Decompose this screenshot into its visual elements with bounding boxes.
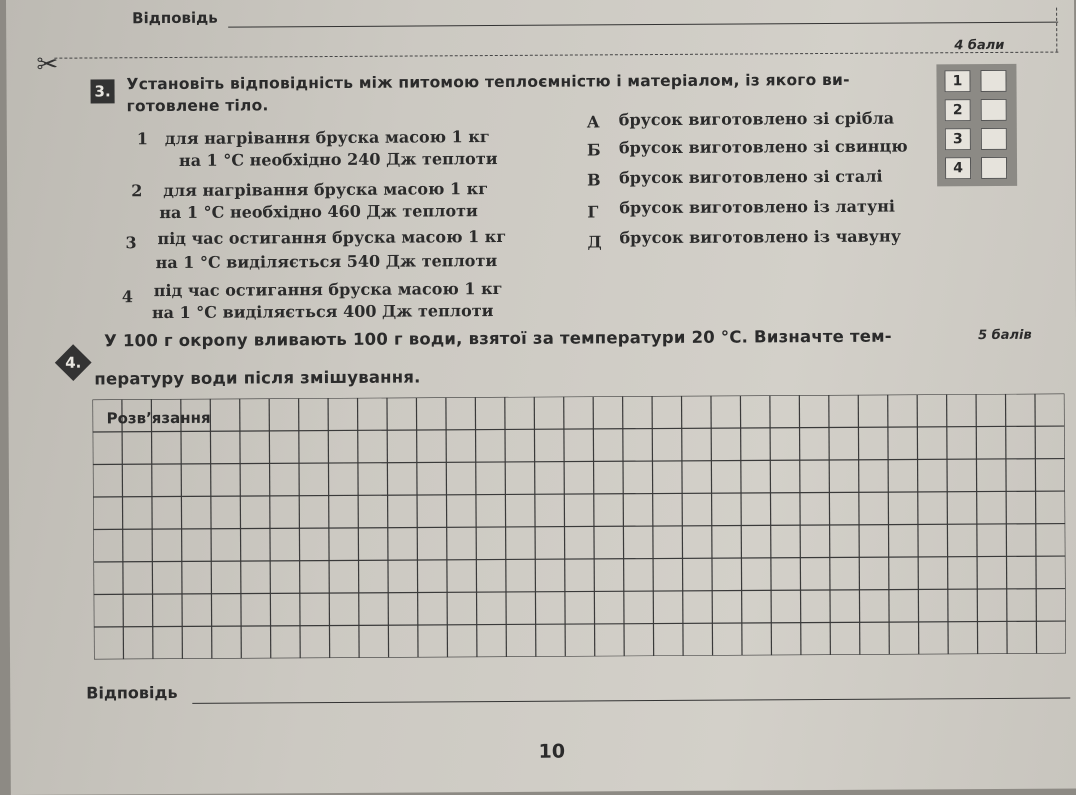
solution-grid[interactable] <box>92 394 1066 660</box>
task-3-answer-grid <box>936 64 1017 186</box>
task-3-option-c-text: брусок виготовлено зі сталі <box>619 166 883 188</box>
worksheet-page <box>6 0 1076 795</box>
task-3-item-2-line2: на 1 °С необхідно 460 Дж теплоти <box>159 201 478 223</box>
task-3-item-4-line1: під час остигання бруска масою 1 кг <box>153 278 503 301</box>
task-3-option-e-text: брусок виготовлено із чавуну <box>619 226 901 248</box>
task-3-item-2-num: 2 <box>131 181 143 201</box>
scissors-icon: ✂ <box>36 49 59 80</box>
task-3-option-a-letter: А <box>586 112 600 132</box>
solution-label: Розв’язання <box>106 408 211 428</box>
task-3-option-b-letter: Б <box>586 140 601 160</box>
task-3-item-1-line2: на 1 °С необхідно 240 Дж теплоти <box>178 149 498 170</box>
task-3-item-3-line1: під час остигання бруска масою 1 кг <box>157 226 507 249</box>
task-3-option-e-letter: Д <box>587 232 602 252</box>
answer-box-4[interactable] <box>981 157 1007 179</box>
answer-grid-label-3: 3 <box>945 128 971 150</box>
page-number: 10 <box>538 740 566 763</box>
answer-box-3[interactable] <box>981 128 1007 150</box>
task-3-item-1-line1: для нагрівання бруска масою 1 кг <box>164 127 490 149</box>
task-3-item-4-num: 4 <box>121 287 134 307</box>
task-3-number: 3. <box>90 79 114 103</box>
top-answer-line[interactable] <box>228 22 1058 28</box>
task-4-number-text: 4. <box>65 353 82 372</box>
task-4-points: 5 балів <box>978 327 1032 344</box>
task-3-option-d-text: брусок виготовлено із латуні <box>619 196 896 218</box>
answer-box-1[interactable] <box>980 70 1006 92</box>
cut-line <box>54 52 1058 59</box>
task-3-item-4-line2: на 1 °С виділяється 400 Дж теплоти <box>151 301 494 323</box>
task-3-option-c-letter: В <box>587 170 601 190</box>
task-3-option-a-text: брусок виготовлено зі срібла <box>618 108 895 130</box>
task-3-option-d-letter: Г <box>587 202 599 222</box>
bottom-answer-line[interactable] <box>192 698 1070 704</box>
cut-line-vertical <box>1056 8 1057 52</box>
answer-box-2[interactable] <box>981 99 1007 121</box>
task-3-question-line2: готовлене тіло. <box>126 96 269 116</box>
top-answer-label: Відповідь <box>132 8 218 28</box>
task-4-question-line2: пературу води після змішування. <box>94 367 421 389</box>
task-4-question-line1: У 100 г окропу вливають 100 г води, взятої за температури 20 °С. Визначте тем- <box>104 326 892 351</box>
task-3-item-3-num: 3 <box>125 233 137 253</box>
task-3-question-line1: Установіть відповідність між питомою теплоємністю і матеріалом, із якого ви- <box>126 70 850 94</box>
task-3-item-1-num: 1 <box>136 129 149 149</box>
task-4-number <box>55 344 92 381</box>
task-3-item-2-line1: для нагрівання бруска масою 1 кг <box>163 179 489 201</box>
task-3-item-3-line2: на 1 °С виділяється 540 Дж теплоти <box>155 251 498 273</box>
bottom-answer-label: Відповідь <box>86 682 178 703</box>
answer-grid-label-1: 1 <box>944 70 970 92</box>
answer-grid-label-4: 4 <box>945 157 971 179</box>
task-3-points: 4 бали <box>954 37 1005 54</box>
answer-grid-label-2: 2 <box>945 99 971 121</box>
task-3-option-b-text: брусок виготовлено зі свинцю <box>618 136 908 158</box>
